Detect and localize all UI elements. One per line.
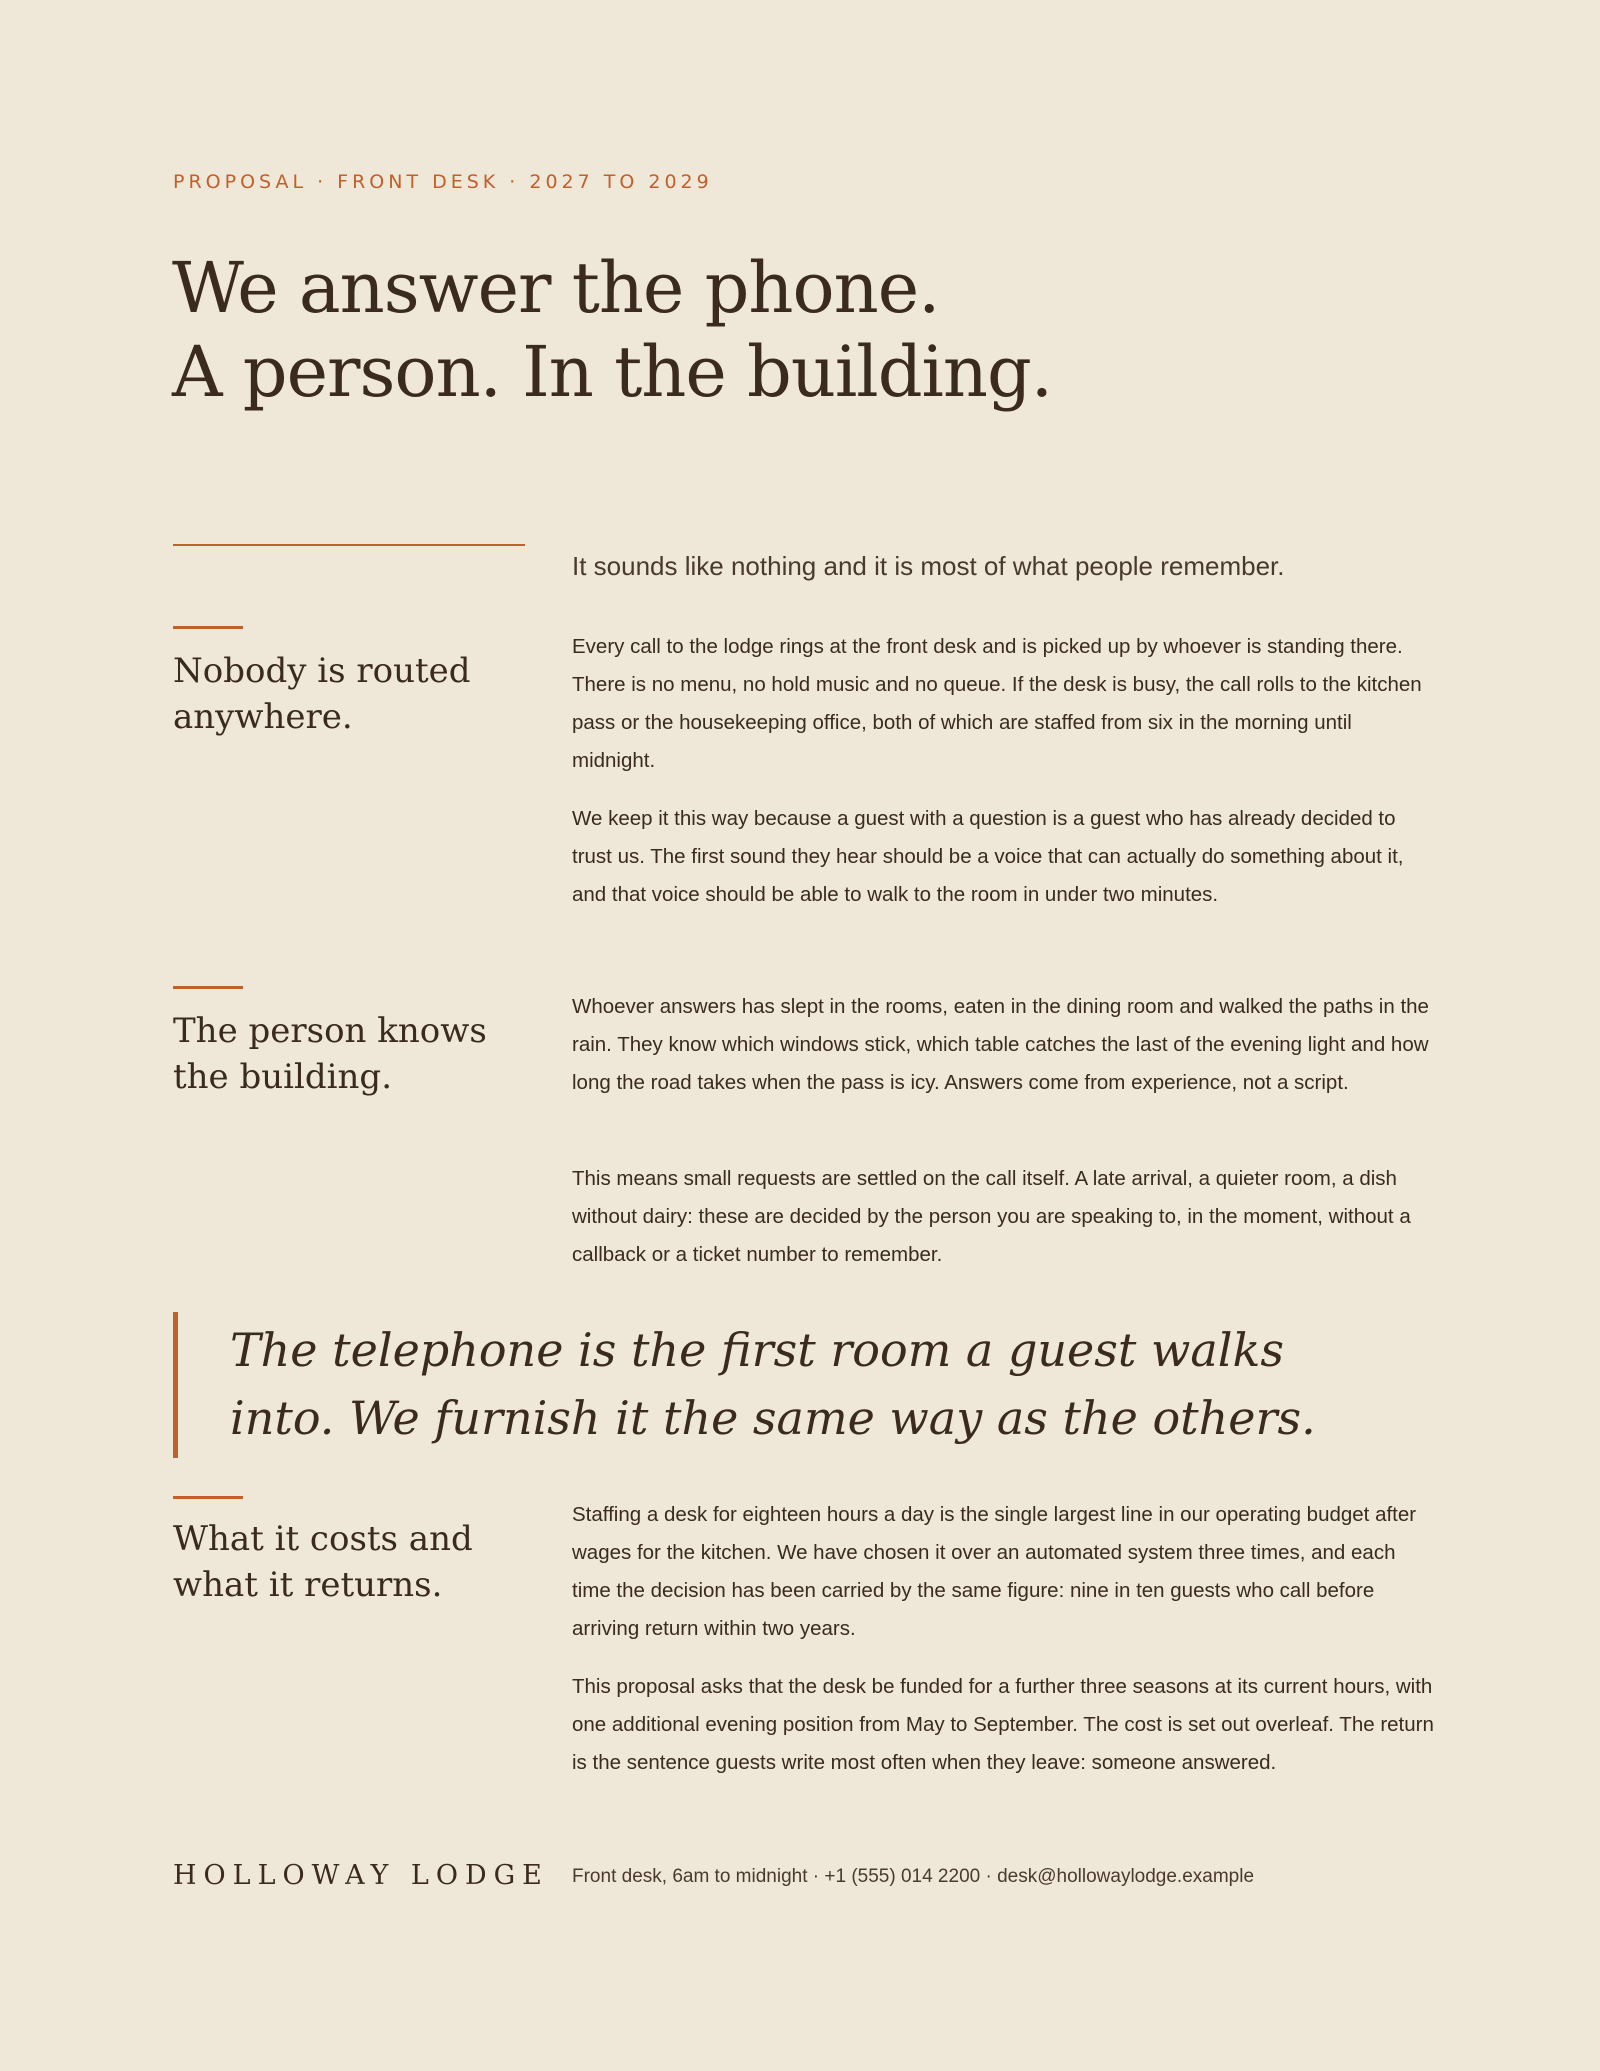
headline-line-2: A person. In the building. <box>172 331 1053 413</box>
page-headline <box>172 246 1372 414</box>
section-3-accent-rule <box>173 1496 243 1499</box>
section-3-title: What it costs and what it returns. <box>173 1519 473 1605</box>
eyebrow-label: PROPOSAL · FRONT DESK · 2027 TO 2029 <box>173 171 713 193</box>
section-1-paragraph-1: Every call to the lodge rings at the front desk and is picked up by whoever is standing there. There is no menu, no hold music and no queue. If the desk is busy, the call rolls to the kitchen pass or the housekeeping office, both of which are staffed from six in the morning until midnight. <box>572 635 1422 772</box>
section-1-title: Nobody is routed anywhere. <box>173 651 471 737</box>
headline-line-1: We answer the phone. <box>172 247 940 329</box>
pull-quote-text: The telephone is the first room a guest walks into. We furnish it the same way as the others. <box>230 1323 1316 1445</box>
section-3-paragraph-1: Staffing a desk for eighteen hours a day is the single largest line in our operating budget after wages for the kitchen. We have chosen it over an automated system three times, and each time the decision has been carried by the same figure: nine in ten guests who call before arriving return within two years. <box>572 1503 1417 1640</box>
section-2-title: The person knows the building. <box>173 1011 487 1097</box>
section-2-accent-rule <box>173 986 243 989</box>
brand-wordmark: HOLLOWAY LODGE <box>173 1860 549 1891</box>
section-2-paragraph-2: This means small requests are settled on the call itself. A late arrival, a quieter room, a dish without dairy: these are decided by the person you are speaking to, in the moment, without a callback or a ticket number to remember. <box>572 1167 1411 1266</box>
top-divider <box>173 544 525 546</box>
contact-line: Front desk, 6am to midnight · +1 (555) 014 2200 · desk@hollowaylodge.example <box>572 1866 1255 1887</box>
section-3-paragraph-2: This proposal asks that the desk be funded for a further three seasons at its current hours, with one additional evening position from May to September. The cost is set out overleaf. The return is the sentence guests write most often when they leave: someone answered. <box>572 1675 1434 1774</box>
pull-quote <box>173 1312 1398 1458</box>
section-2-paragraph-1: Whoever answers has slept in the rooms, eaten in the dining room and walked the paths in the rain. They know which windows stick, which table catches the last of the evening light and how long the road takes when the pass is icy. Answers come from experience, not a script. <box>572 995 1429 1094</box>
lede-text: It sounds like nothing and it is most of what people remember. <box>572 551 1285 581</box>
section-1-accent-rule <box>173 626 243 629</box>
section-1-paragraph-2: We keep it this way because a guest with a question is a guest who has already decided to trust us. The first sound they hear should be a voice that can actually do something about it, and that voice should be able to walk to the room in under two minutes. <box>572 807 1404 906</box>
